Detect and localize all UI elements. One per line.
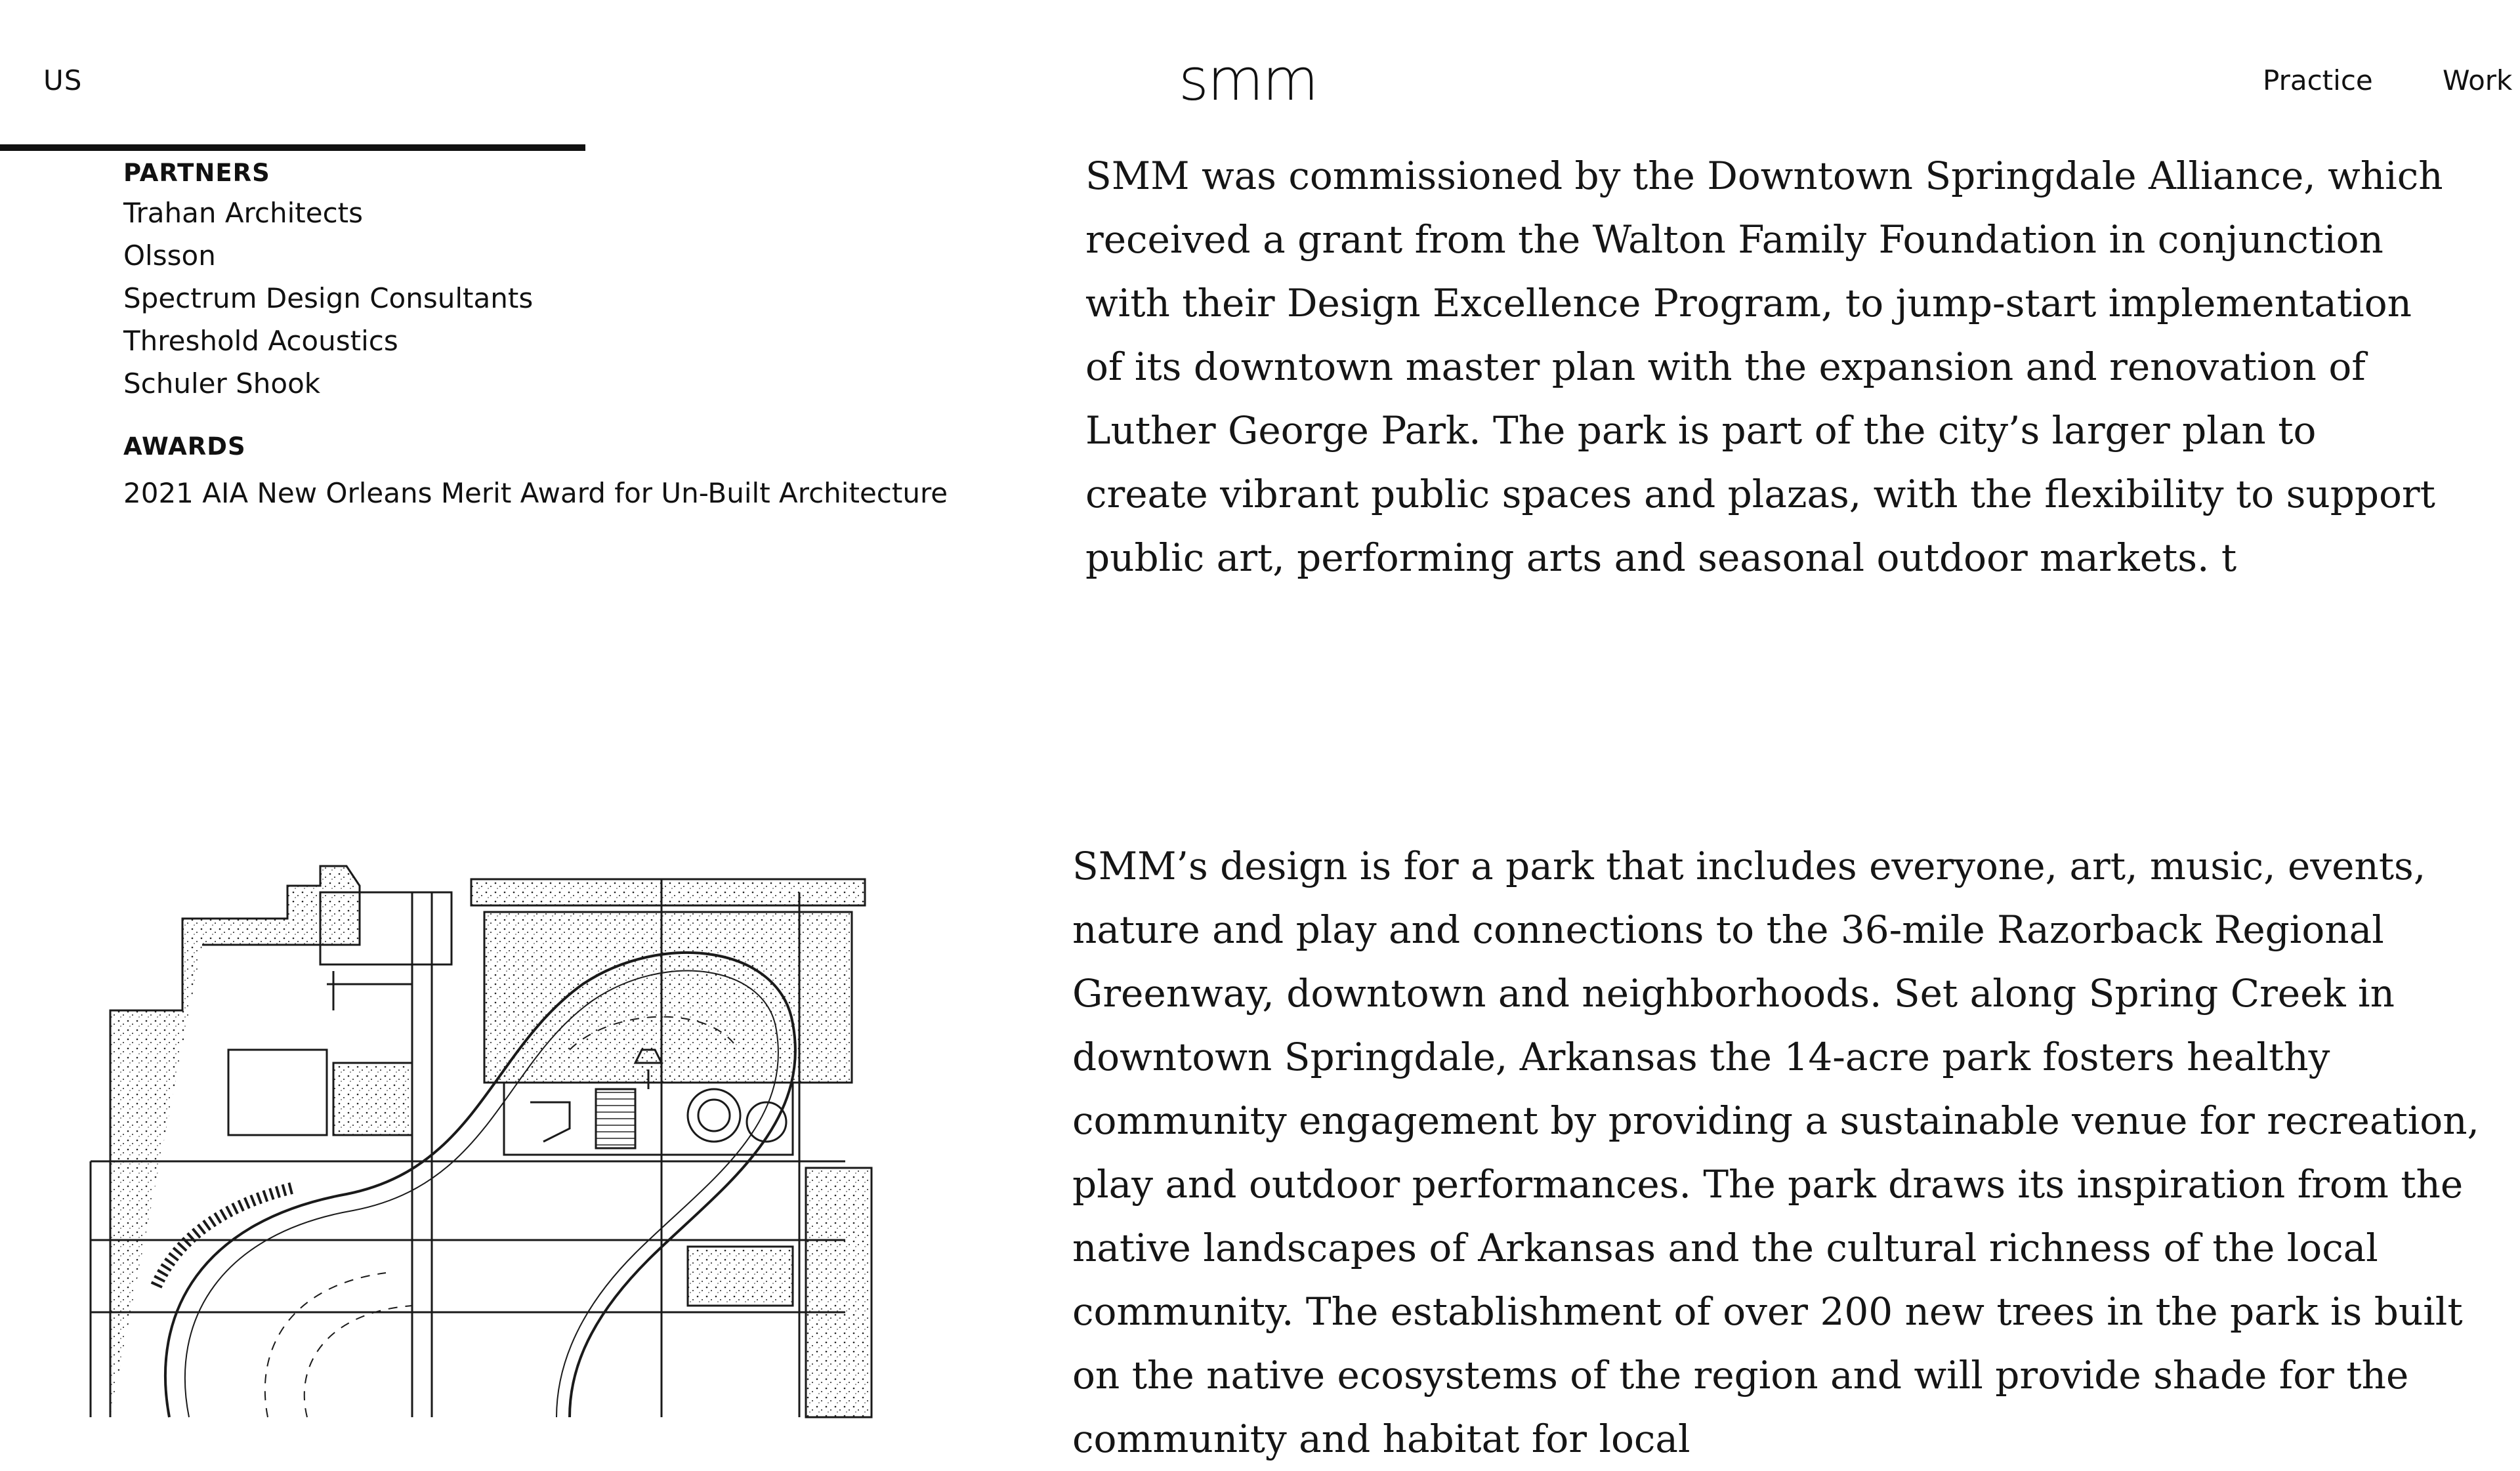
partners-list [123, 192, 1042, 405]
project-description-paragraph: SMM was commissioned by the Downtown Springdale Alliance, which received a grant from the Walton Family Foundation in conjunction with their Design Excellence Program, to jump-start implementation of its downtown master plan with the expansion and renovation of Luther George Park. The park is part of the city’s larger plan to create vibrant public spaces and plazas, with the flexibility to support public art, performing arts and seasonal outdoor markets. t [1085, 154, 2443, 580]
site-plan-sketch-svg [71, 853, 898, 1419]
project-credits [123, 155, 1042, 514]
award-item: 2021 AIA New Orleans Merit Award for Un-Built Architecture [123, 477, 948, 509]
nav-practice-link[interactable]: Practice [2263, 64, 2373, 96]
partner-item: Threshold Acoustics [123, 325, 398, 357]
section-divider [0, 144, 585, 151]
site-plan-drawing [71, 853, 898, 1419]
partner-item: Schuler Shook [123, 367, 321, 400]
partner-item: Olsson [123, 239, 216, 272]
partner-item: Spectrum Design Consultants [123, 282, 534, 314]
awards-heading: AWARDS [123, 432, 246, 461]
site-logo[interactable]: smm [1179, 46, 1318, 114]
nav-work-link[interactable]: Work [2443, 64, 2513, 96]
design-description-paragraph: SMM’s design is for a park that includes everyone, art, music, events, nature and play and connections to the 36-mile Razorback Regional Greenway, downtown and neighborhoods. Set along Spring Creek in downtown Springdale, Arkansas the 14-acre park fosters healthy community engagement by providing a sustainable venue for recreation, play and outdoor performances. The park draws its inspiration from the native landscapes of Arkansas and the cultural richness of the local community. The establishment of over 200 new trees in the park is built on the native ecosystems of the region and will provide shade for the community and habitat for local [1072, 844, 2479, 1461]
nav-us-link[interactable]: US [43, 64, 83, 96]
partners-heading: PARTNERS [123, 159, 270, 187]
partner-item: Trahan Architects [123, 197, 364, 229]
